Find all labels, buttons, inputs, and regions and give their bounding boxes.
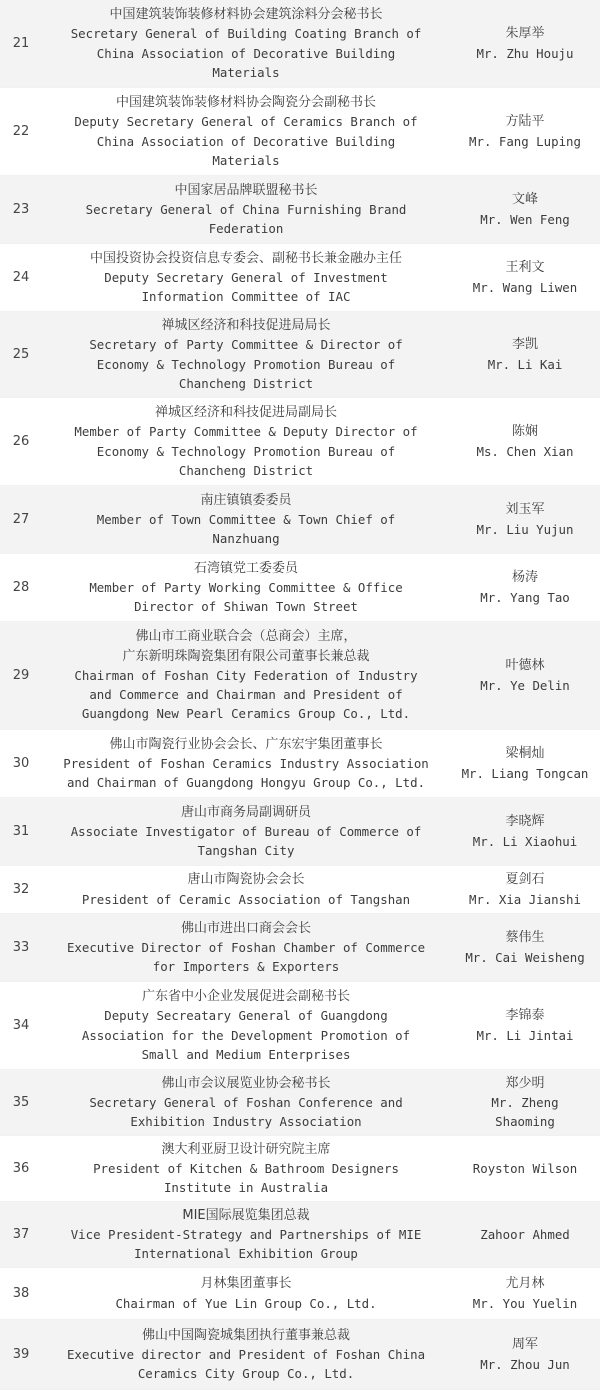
position-title-line: 禅城区经济和科技促进局局长 bbox=[161, 318, 331, 334]
row-number: 32 bbox=[12, 882, 30, 897]
position-title-line: President of Foshan Ceramics Industry Association bbox=[63, 755, 429, 771]
person-name bbox=[450, 112, 600, 150]
table-row bbox=[0, 244, 600, 312]
table-row bbox=[0, 1136, 600, 1202]
position-title-line: Tangshan City bbox=[197, 843, 295, 859]
row-number: 24 bbox=[12, 270, 30, 285]
person-name-line: 陈娴 bbox=[511, 424, 538, 440]
position-title-line: Secretary General of Foshan Conference and bbox=[89, 1094, 403, 1110]
position-title bbox=[42, 735, 450, 793]
person-name-line: Mr. Yang Tao bbox=[480, 589, 570, 605]
person-name-line: 刘玉军 bbox=[505, 502, 545, 518]
position-title bbox=[42, 181, 450, 239]
person-name-line: 李凯 bbox=[511, 337, 538, 353]
position-title-line: Chairman of Foshan City Federation of Industry bbox=[74, 667, 418, 683]
position-title-line: Director of Shiwan Town Street bbox=[134, 599, 358, 615]
position-title bbox=[42, 870, 450, 908]
position-title bbox=[42, 803, 450, 861]
person-name bbox=[450, 258, 600, 296]
position-title-line: Executive Director of Foshan Chamber of Commerce bbox=[66, 939, 426, 955]
person-name-line: Mr. Xia Jianshi bbox=[469, 891, 581, 907]
person-name-line: Zahoor Ahmed bbox=[480, 1226, 570, 1242]
position-title bbox=[42, 316, 450, 393]
position-title-line: Vice President-Strategy and Partnerships of MIE bbox=[70, 1226, 422, 1242]
position-title-line: China Association of Decorative Building bbox=[96, 133, 396, 149]
position-title-line: Nanzhuang bbox=[212, 531, 280, 547]
person-name-line: Mr. Cai Weisheng bbox=[465, 949, 585, 965]
person-name-line: Mr. Liu Yujun bbox=[476, 521, 574, 537]
position-title-line: Chancheng District bbox=[178, 375, 314, 391]
row-number: 36 bbox=[12, 1161, 30, 1176]
position-title bbox=[42, 559, 450, 617]
person-name-line: Ms. Chen Xian bbox=[476, 443, 574, 459]
row-number: 31 bbox=[12, 824, 30, 839]
row-number: 23 bbox=[12, 202, 30, 217]
person-name-line: Mr. Zheng bbox=[491, 1094, 559, 1110]
position-title-line: Economy & Technology Promotion Bureau of bbox=[96, 356, 396, 372]
row-number: 33 bbox=[12, 940, 30, 955]
person-name bbox=[450, 568, 600, 606]
table-row bbox=[0, 486, 600, 554]
position-title bbox=[42, 1074, 450, 1132]
position-title-line: Information Committee of IAC bbox=[141, 289, 351, 305]
person-name-line: 朱厚举 bbox=[505, 26, 545, 42]
position-title-line: Ceramics City Group Co., Ltd. bbox=[137, 1366, 355, 1382]
table-row bbox=[0, 866, 600, 914]
position-title-line: 佛山中国陶瓷城集团执行董事兼总裁 bbox=[141, 1327, 350, 1343]
position-title-line: Member of Party Committee & Deputy Director of bbox=[74, 424, 418, 440]
person-name-line: Mr. Li Kai bbox=[487, 356, 563, 372]
position-title-line: Association for the Development Promotion of bbox=[81, 1027, 411, 1043]
person-name-line: 文峰 bbox=[511, 192, 538, 208]
person-name-line: Mr. Fang Luping bbox=[469, 133, 581, 149]
person-name bbox=[450, 812, 600, 850]
row-number: 35 bbox=[12, 1095, 30, 1110]
person-name-line: Mr. Li Xiaohui bbox=[472, 833, 578, 849]
row-number: 25 bbox=[12, 347, 30, 362]
person-name-line: Royston Wilson bbox=[472, 1160, 578, 1176]
position-title-line: Materials bbox=[212, 64, 280, 80]
table-row bbox=[0, 1070, 600, 1136]
person-name-line: 方陆平 bbox=[505, 114, 545, 130]
position-title-line: Deputy Secretary General of Ceramics Branch of bbox=[74, 114, 418, 130]
person-name-line: 王利文 bbox=[505, 260, 545, 276]
person-name-line: Mr. You Yuelin bbox=[472, 1295, 578, 1311]
position-title-line: President of Ceramic Association of Tangshan bbox=[81, 891, 411, 907]
position-title bbox=[42, 93, 450, 170]
position-title bbox=[42, 249, 450, 307]
position-title bbox=[42, 987, 450, 1064]
position-title-line: and Commerce and Chairman and President of bbox=[89, 687, 403, 703]
position-title-line: Small and Medium Enterprises bbox=[141, 1046, 351, 1062]
table-row bbox=[0, 1202, 600, 1268]
position-title bbox=[42, 491, 450, 549]
person-name-line: 周军 bbox=[511, 1337, 538, 1353]
position-title-line: 中国建筑装饰装修材料协会建筑涂料分会秘书长 bbox=[109, 7, 383, 23]
position-title-line: Economy & Technology Promotion Bureau of bbox=[96, 443, 396, 459]
row-number: 28 bbox=[12, 580, 30, 595]
position-title-line: 广东新明珠陶瓷集团有限公司董事长兼总裁 bbox=[122, 648, 370, 664]
position-title-line: 月林集团董事长 bbox=[200, 1276, 292, 1292]
person-name-line: 蔡伟生 bbox=[505, 930, 545, 946]
person-name bbox=[450, 422, 600, 460]
position-title-line: 唐山市陶瓷协会会长 bbox=[187, 872, 305, 888]
person-name-line: 郑少明 bbox=[505, 1075, 545, 1091]
position-title bbox=[42, 1206, 450, 1264]
person-name bbox=[450, 335, 600, 373]
person-name-line: Mr. Liang Tongcan bbox=[461, 765, 589, 781]
row-number: 26 bbox=[12, 434, 30, 449]
position-title-line: Exhibition Industry Association bbox=[130, 1114, 362, 1130]
position-title-line: Secretary General of China Furnishing Brand bbox=[85, 201, 407, 217]
row-number: 22 bbox=[12, 124, 30, 139]
position-title bbox=[42, 1140, 450, 1198]
position-title-line: 南庄镇镇委委员 bbox=[200, 492, 292, 508]
person-name bbox=[450, 24, 600, 62]
position-title-line: 佛山市进出口商会会长 bbox=[180, 920, 311, 936]
row-number: 30 bbox=[12, 756, 30, 771]
person-name-line: 杨涛 bbox=[511, 570, 538, 586]
position-title-line: Chancheng District bbox=[178, 462, 314, 478]
position-title-line: President of Kitchen & Bathroom Designers bbox=[93, 1160, 399, 1176]
person-name-line: Mr. Wang Liwen bbox=[472, 279, 578, 295]
position-title-line: 石湾镇党工委委员 bbox=[193, 560, 298, 576]
person-name-line: 李锦泰 bbox=[505, 1008, 545, 1024]
table-row bbox=[0, 622, 600, 730]
position-title bbox=[42, 1274, 450, 1312]
position-title-line: MIE国际展览集团总裁 bbox=[182, 1207, 310, 1223]
position-title-line: Member of Party Working Committee & Office bbox=[89, 579, 403, 595]
person-name bbox=[450, 656, 600, 694]
person-name bbox=[450, 1074, 600, 1132]
position-title bbox=[42, 919, 450, 977]
position-title-line: Secretary General of Building Coating Branch of bbox=[70, 26, 422, 42]
person-name bbox=[450, 500, 600, 538]
position-title-line: China Association of Decorative Building bbox=[96, 45, 396, 61]
position-title-line: 广东省中小企业发展促进会副秘书长 bbox=[141, 989, 350, 1005]
position-title-line: Member of Town Committee & Town Chief of bbox=[96, 511, 396, 527]
position-title-line: 佛山市会议展览业协会秘书长 bbox=[161, 1075, 331, 1091]
person-name-line: Mr. Wen Feng bbox=[480, 211, 570, 227]
person-name bbox=[450, 190, 600, 228]
position-title-line: Deputy Secretary General of Investment bbox=[104, 269, 388, 285]
person-name-line: 梁桐灿 bbox=[505, 746, 545, 762]
position-title-line: 唐山市商务局副调研员 bbox=[180, 804, 311, 820]
person-name-line: Mr. Li Jintai bbox=[476, 1027, 574, 1043]
person-name-line: Mr. Zhu Houju bbox=[476, 45, 574, 61]
person-name bbox=[450, 1159, 600, 1178]
position-title-line: 佛山市工商业联合会（总商会）主席， bbox=[135, 629, 357, 645]
position-title-line: 中国建筑装饰装修材料协会陶瓷分会副秘书长 bbox=[115, 95, 376, 111]
table-row bbox=[0, 398, 600, 486]
position-title-line: Associate Investigator of Bureau of Commerce of bbox=[70, 823, 422, 839]
table-row bbox=[0, 914, 600, 982]
person-name-line: 李晓辉 bbox=[505, 814, 545, 830]
position-title-line: 澳大利亚厨卫设计研究院主席 bbox=[161, 1141, 331, 1157]
position-title-line: for Importers & Exporters bbox=[152, 959, 340, 975]
position-title bbox=[42, 627, 450, 723]
person-name bbox=[450, 1335, 600, 1373]
table-row bbox=[0, 730, 600, 798]
person-name bbox=[450, 1274, 600, 1312]
person-name bbox=[450, 928, 600, 966]
position-title-line: International Exhibition Group bbox=[134, 1246, 358, 1262]
person-name bbox=[450, 744, 600, 782]
row-number: 34 bbox=[12, 1018, 30, 1033]
position-title-line: 禅城区经济和科技促进局副局长 bbox=[154, 405, 337, 421]
person-name-line: Mr. Zhou Jun bbox=[480, 1356, 570, 1372]
row-number: 39 bbox=[12, 1347, 30, 1362]
table-row bbox=[0, 176, 600, 244]
row-number: 38 bbox=[12, 1286, 30, 1301]
person-name bbox=[450, 1225, 600, 1244]
position-title-line: 佛山市陶瓷行业协会会长、广东宏宇集团董事长 bbox=[109, 736, 383, 752]
position-title-line: Guangdong New Pearl Ceramics Group Co., Ltd. bbox=[81, 706, 411, 722]
row-number: 29 bbox=[12, 668, 30, 683]
table-row bbox=[0, 1320, 600, 1390]
table-row bbox=[0, 982, 600, 1070]
position-title-line: Chairman of Yue Lin Group Co., Ltd. bbox=[115, 1295, 377, 1311]
position-title-line: Executive director and President of Foshan China bbox=[66, 1346, 426, 1362]
position-title bbox=[42, 5, 450, 82]
position-title-line: 中国投资协会投资信息专委会、副秘书长兼金融办主任 bbox=[89, 250, 402, 266]
position-title bbox=[42, 403, 450, 480]
position-title-line: Deputy Secreatary General of Guangdong bbox=[104, 1008, 388, 1024]
position-title-line: Secretary of Party Committee & Director of bbox=[89, 337, 403, 353]
table-row bbox=[0, 1268, 600, 1320]
table-row bbox=[0, 312, 600, 398]
table-row bbox=[0, 554, 600, 622]
row-number: 37 bbox=[12, 1227, 30, 1242]
person-name-line: 尤月林 bbox=[505, 1276, 545, 1292]
position-title-line: Institute in Australia bbox=[163, 1180, 329, 1196]
table-row bbox=[0, 88, 600, 176]
position-title-line: Materials bbox=[212, 152, 280, 168]
person-name-line: Shaoming bbox=[495, 1114, 555, 1130]
table-row bbox=[0, 0, 600, 88]
person-name-line: 夏剑石 bbox=[505, 872, 545, 888]
person-name-line: 叶德林 bbox=[505, 658, 545, 674]
person-name bbox=[450, 870, 600, 908]
row-number: 27 bbox=[12, 512, 30, 527]
person-name-line: Mr. Ye Delin bbox=[480, 677, 570, 693]
row-number: 21 bbox=[12, 36, 30, 51]
position-title-line: 中国家居品牌联盟秘书长 bbox=[174, 182, 318, 198]
table-row bbox=[0, 798, 600, 866]
position-title-line: and Chairman of Guangdong Hongyu Group Co., Ltd. bbox=[66, 775, 426, 791]
person-name bbox=[450, 1006, 600, 1044]
position-title-line: Federation bbox=[208, 221, 284, 237]
position-title bbox=[42, 1326, 450, 1384]
